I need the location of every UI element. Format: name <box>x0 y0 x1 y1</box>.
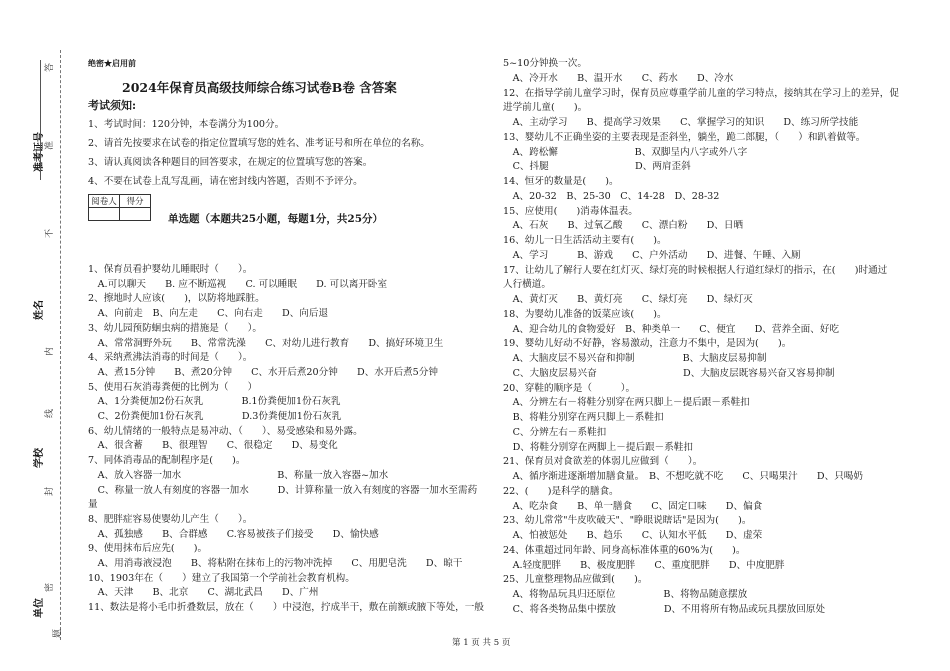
notice-item: 3、请认真阅读各种题目的回答要求，在规定的位置填写您的答案。 <box>88 157 373 168</box>
question-line: A.轻度肥胖 B、极度肥胖 C、重度肥胖 D、中度肥胖 <box>503 559 785 571</box>
question-line: A、常常洞野外玩 B、常常洗澡 C、对幼儿进行教育 D、搞好环境卫生 <box>88 337 444 349</box>
question-line: 6、幼儿情绪的一般特点是易冲动、（ ）、易受感染和易外露。 <box>88 425 363 437</box>
question-line: A、跨松懈 B、双脚呈内八字或外八字 <box>503 146 748 158</box>
binding-mark-feng: 封 <box>45 486 55 496</box>
question-line: A、放入容器一加水 B、称量一放入容器~加水 <box>88 469 389 481</box>
question-line: 2、擦地时人应该( )，以防将地踩脏。 <box>88 293 265 305</box>
question-line: A、学习 B、游戏 C、户外活动 D、进餐、午睡、入厕 <box>503 249 801 261</box>
question-line: 23、幼儿常常"牛皮吹破天"、"睁眼说瞎话"是因为( )。 <box>503 515 752 527</box>
page-footer: 第 1 页 共 5 页 <box>452 638 511 648</box>
question-line: 20、穿鞋的顺序是（ ）。 <box>503 382 636 394</box>
question-line: C、分辨左右－系鞋扣 <box>503 426 607 438</box>
label-danwei: 单位 <box>34 598 45 618</box>
question-line: 18、为婴幼儿准备的饭菜应该( )。 <box>503 308 667 320</box>
question-line: 人行横道。 <box>503 279 551 291</box>
question-line: A、石灰 B、过氧乙酸 C、漂白粉 D、日晒 <box>503 220 744 232</box>
question-line: 10、1903年在（ ）建立了我国第一个学前社会教育机构。 <box>88 572 355 584</box>
question-line: D、将鞋分别穿在两脚上－提后跟－系鞋扣 <box>503 441 693 453</box>
question-line: A、迎合幼儿的食物爱好 B、种类单一 C、便宜 D、营养全面、好吃 <box>503 323 840 335</box>
question-line: 8、肥胖症容易使婴幼儿产生（ ）。 <box>88 513 253 525</box>
binding-mark-zhun: 准 <box>45 140 55 150</box>
binding-mark-xian: 线 <box>45 408 55 418</box>
question-line: A、循序渐进逐渐增加膳食量。 B、不想吃就不吃 C、只喝果汁 D、只喝奶 <box>503 471 863 482</box>
question-line: C、2份粪便加1份石灰乳 D.3份粪便加1份石灰乳 <box>88 411 342 422</box>
question-line: 3、幼儿园预防蛔虫病的措施是（ ）。 <box>88 322 262 334</box>
score-cell-reviewer[interactable] <box>89 208 120 221</box>
binding-mark-da: 答 <box>45 62 55 72</box>
score-col-score: 得分 <box>120 195 151 208</box>
question-line: 11、数法是将小毛巾折叠数层，放在（ ）中浸泡，拧成半干，敷在前额或腋下等处，一般 <box>88 602 484 614</box>
question-line: 量 <box>88 499 98 511</box>
question-line: A、20-32 B、25-30 C、14-28 D、28-32 <box>503 190 720 202</box>
question-line: C、将各类物品集中摆放 D、不用将所有物品或玩具摆放回原处 <box>503 603 826 615</box>
question-line: C、抖腿 D、两肩歪斜 <box>503 161 691 173</box>
notice-item: 4、不要在试卷上乱写乱画，请在密封线内答题，否则不予评分。 <box>88 176 363 187</box>
question-line: A、大脑皮层不易兴奋和抑制 B、大脑皮层易抑制 <box>503 353 767 364</box>
notice-item: 1、考试时间：120分钟，本卷满分为100分。 <box>88 119 285 130</box>
score-cell-score[interactable] <box>120 208 151 221</box>
question-line: C、大脑皮层易兴奋 D、大脑皮层既容易兴奋又容易抑制 <box>503 367 835 379</box>
question-line: A、天津 B、北京 C、湖北武昌 D、广州 <box>88 587 319 599</box>
question-line: 17、让幼儿了解行人要在红灯灭、绿灯亮的时候根据人行道红绿灯的指示，在( )时通过 <box>503 264 888 276</box>
label-xuexiao: 学校 <box>34 448 45 468</box>
question-line: 12、在指导学前儿童学习时，保育员应尊重学前儿童的学习特点，接纳其在学习上的差异，促 <box>503 87 899 99</box>
question-line: A、煮15分钟 B、煮20分钟 C、水开后煮20分钟 D、水开后煮5分钟 <box>88 366 438 378</box>
question-line: A、1分粪便加2份石灰乳 B.1份粪便加1份石灰乳 <box>88 396 341 408</box>
binding-mark-mi: 密 <box>45 582 55 592</box>
page-title: 2024年保育员高级技师综合练习试卷B卷 含答案 <box>122 80 397 95</box>
question-line: A、分辨左右－将鞋分别穿在两只脚上－提后跟－系鞋扣 <box>503 397 750 409</box>
notice-item: 2、请首先按要求在试卷的指定位置填写您的姓名、准考证号和所在单位的名称。 <box>88 138 430 149</box>
question-line: A、向前走 B、向左走 C、向右走 D、向后退 <box>88 308 329 320</box>
question-line: C、称量一放人有刻度的容器一加水 D、计算称量一放入有刻度的容器一加水至需药 <box>88 484 478 496</box>
question-line: A、冷开水 B、温开水 C、药水 D、冷水 <box>503 72 734 84</box>
question-line: A、吃杂食 B、单一膳食 C、固定口味 D、偏食 <box>503 500 763 512</box>
question-line: A、黄灯灭 B、黄灯亮 C、绿灯亮 D、绿灯灭 <box>503 294 753 305</box>
question-line: 4、采纳煮沸法消毒的时间是（ ）。 <box>88 352 253 364</box>
question-line: 7、同体消毒品的配制程序是( )。 <box>88 455 246 467</box>
question-line: 5、使用石灰消毒粪便的比例为（ ） <box>88 381 258 393</box>
label-zhunkaozheng: 准考证号 <box>34 132 45 172</box>
notice-heading: 考试须知: <box>88 99 137 112</box>
score-table <box>88 194 151 221</box>
question-line: A、主动学习 B、提高学习效果 C、掌握学习的知识 D、练习所学技能 <box>503 117 859 128</box>
question-line: 22、( )是科学的膳食。 <box>503 485 619 497</box>
question-line: 1、保育员看护婴幼儿睡眠时（ ）。 <box>88 264 253 275</box>
question-line: 24、体重超过同年龄、同身高标准体重的60%为( )。 <box>503 544 746 556</box>
label-xingming: 姓名 <box>34 300 45 320</box>
section-title: 单选题（本题共25小题，每题1分，共25分） <box>168 213 384 225</box>
question-line: 15、应使用( )消毒体温表。 <box>503 205 638 217</box>
question-line: 19、婴幼儿好动不好静，容易激动，注意力不集中，是因为( )。 <box>503 338 792 350</box>
question-line: A、孤独感 B、合群感 C.容易被孩子们接受 D、愉快感 <box>88 528 379 540</box>
question-line: 5~10分钟换一次。 <box>503 58 587 69</box>
question-line: 进学前儿童( )。 <box>503 102 588 114</box>
question-line: A、怕被惩处 B、趋乐 C、认知水平低 D、虚荣 <box>503 530 763 541</box>
question-line: A.可以聊天 B. 应不断巡视 C. 可以睡眠 D. 可以离开卧室 <box>88 278 388 290</box>
question-line: 13、婴幼儿不正确坐姿的主要表现是歪斜坐，躺坐，跪二郎腿，（ ）和趴着做等。 <box>503 131 866 143</box>
question-line: 16、幼儿一日生活活动主要有( )。 <box>503 235 667 246</box>
binding-mark-ti: 题 <box>53 628 63 638</box>
question-line: 21、保育员对食欲差的体弱儿应做到（ ）。 <box>503 456 703 468</box>
secret-mark: 绝密★启用前 <box>88 58 136 68</box>
binding-mark-bu: 不 <box>45 228 55 238</box>
question-line: A、很含蓄 B、很理智 C、很稳定 D、易变化 <box>88 440 338 452</box>
question-line: B、将鞋分别穿在两只脚上－系鞋扣 <box>503 412 664 423</box>
question-line: A、用消毒液浸泡 B、将粘附在抹布上的污物冲洗掉 C、用肥皂洗 D、晾干 <box>88 558 463 569</box>
question-line: A、将物品玩具归还原位 B、将物品随意摆放 <box>503 589 748 600</box>
binding-dashed-line <box>60 50 61 640</box>
binding-mark-nei: 内 <box>45 346 55 356</box>
score-col-reviewer: 阅卷人 <box>89 195 120 208</box>
question-line: 14、恒牙的数量是( )。 <box>503 176 619 187</box>
question-line: 9、使用抹布后应先( )。 <box>88 543 208 555</box>
blank-zhunkao-line[interactable] <box>40 60 51 180</box>
question-line: 25、儿童整理物品应做到( )。 <box>503 574 648 586</box>
